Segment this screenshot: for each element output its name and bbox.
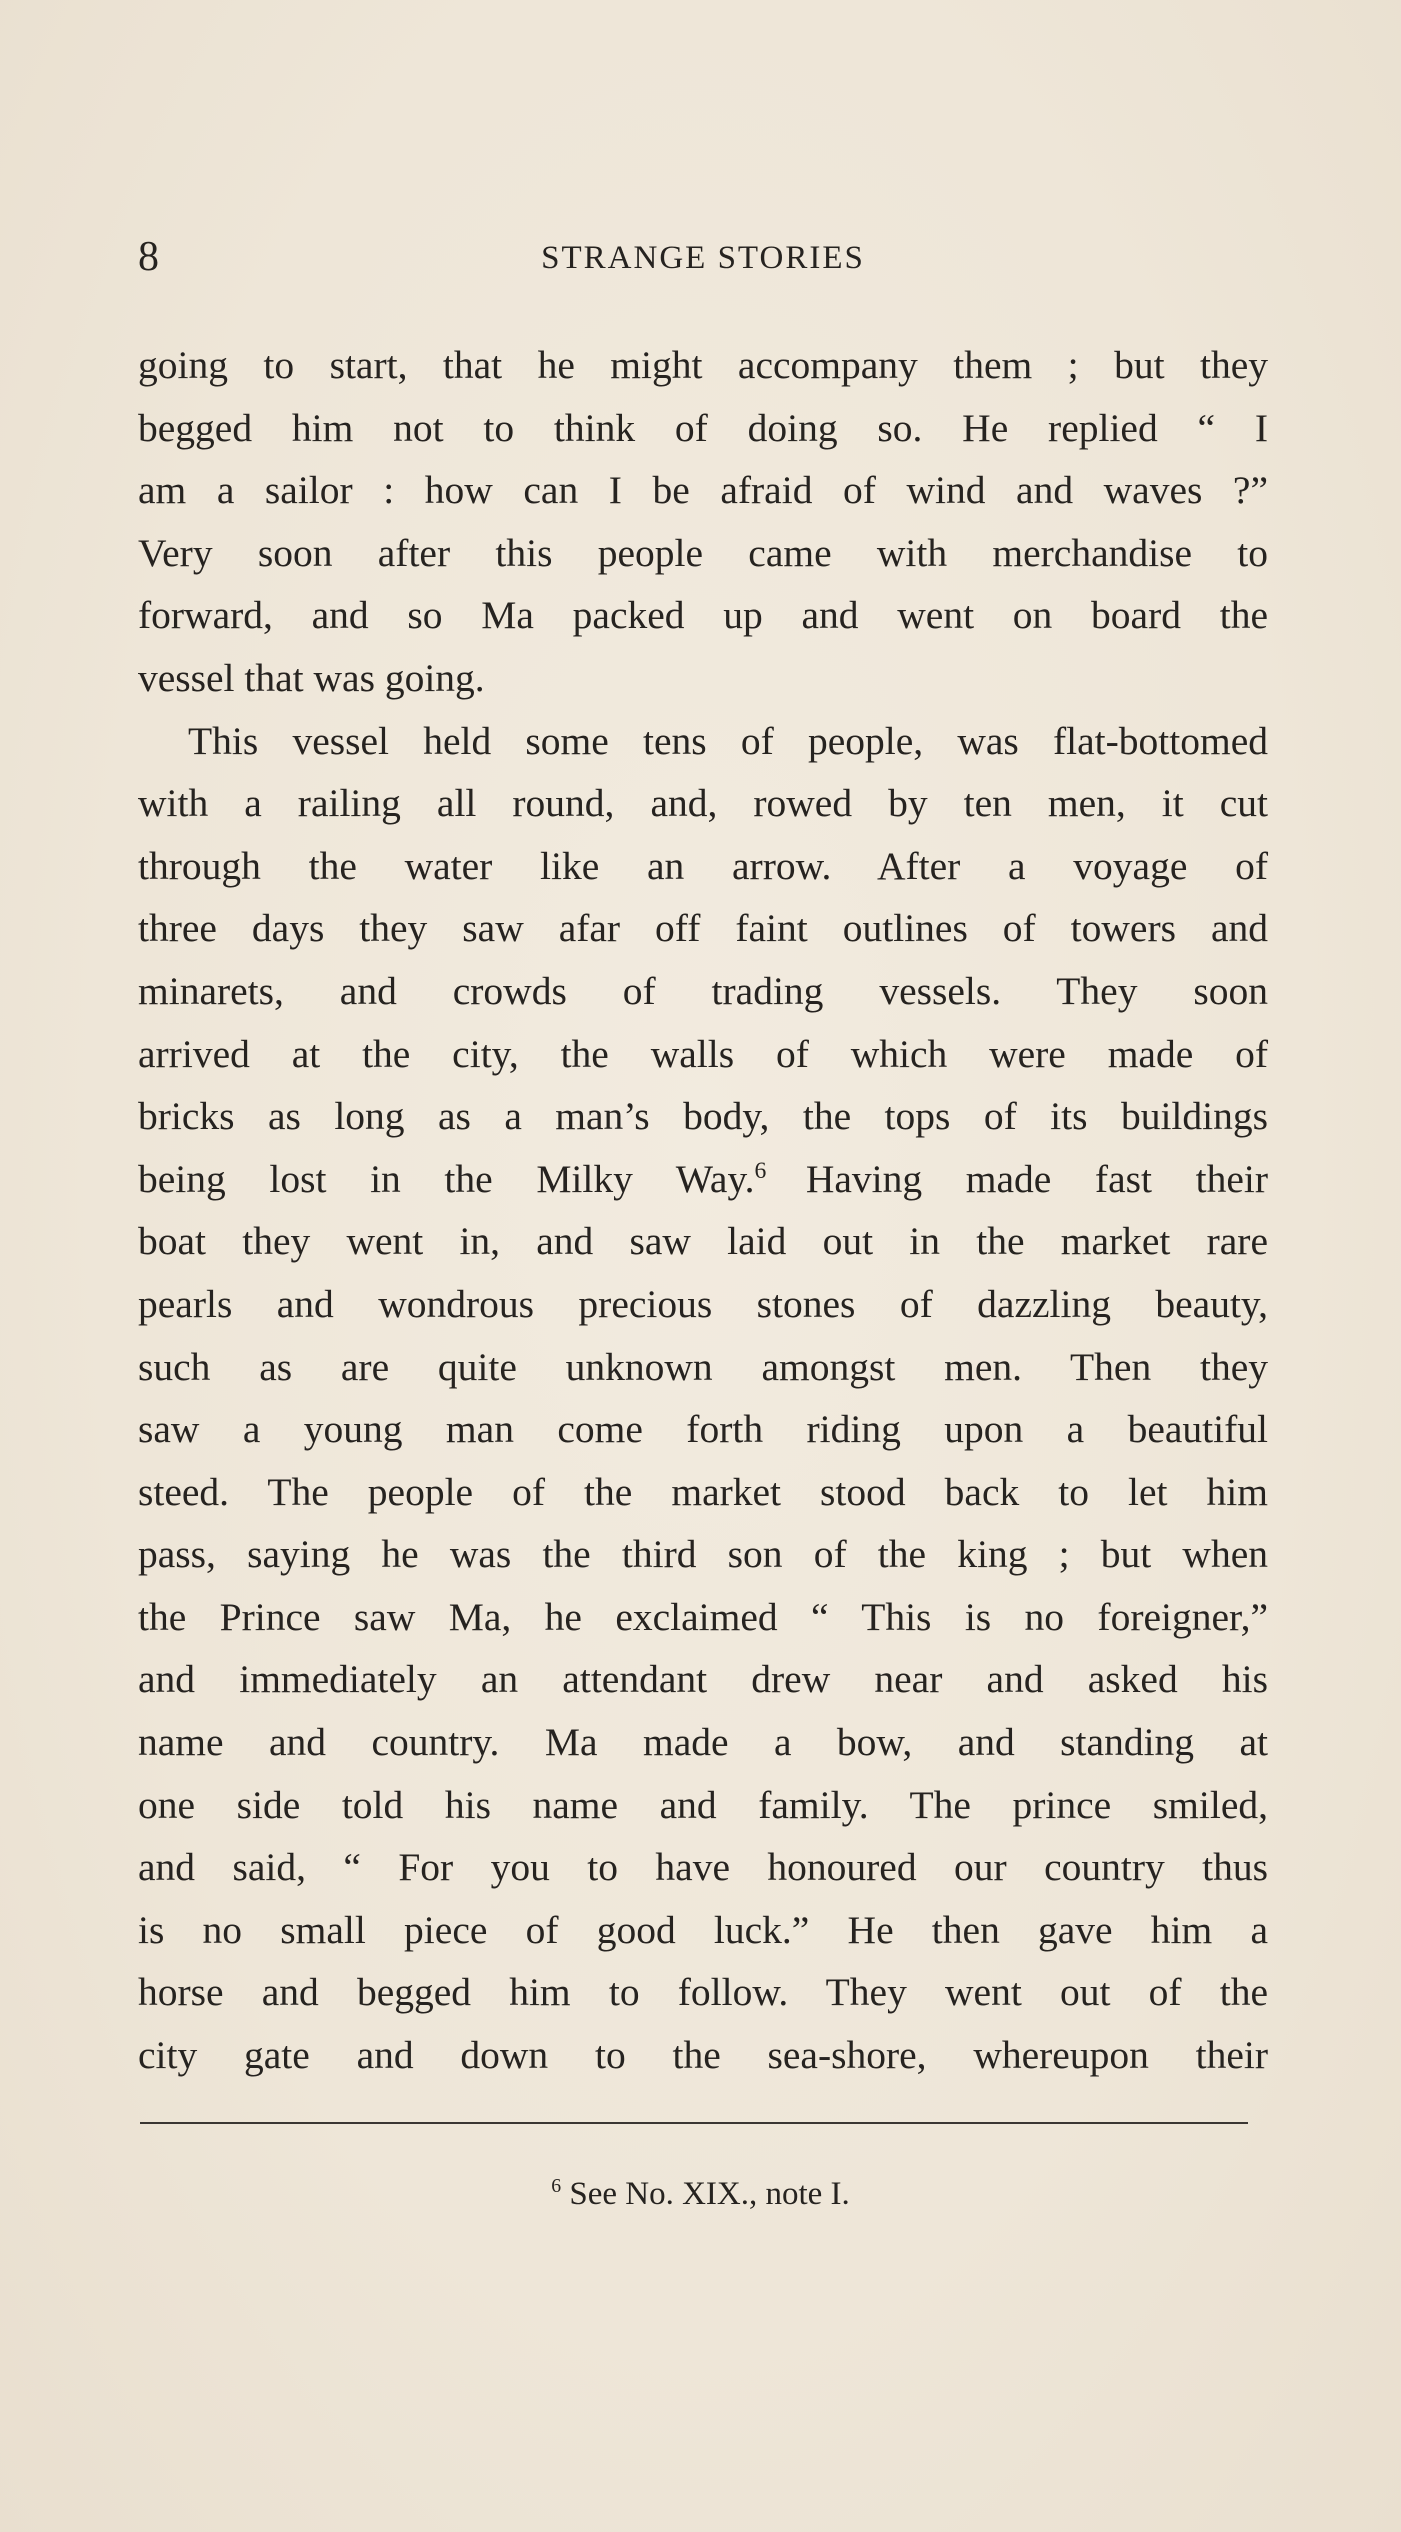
text-line: going to start, that he might accompany them ; but they bbox=[138, 343, 1268, 387]
text-line: city gate and down to the sea-shore, whereupon their bbox=[138, 2033, 1268, 2078]
body-text bbox=[138, 334, 1268, 2087]
text-line: minarets, and crowds of trading vessels. They soon bbox=[138, 968, 1268, 1013]
footnote bbox=[0, 2172, 1401, 2216]
text-line: boat they went in, and saw laid out in the market rare bbox=[138, 1219, 1268, 1264]
text-line: such as are quite unknown amongst men. Then they bbox=[138, 1344, 1268, 1389]
text-line: horse and begged him to follow. They went out of the bbox=[138, 1970, 1268, 2015]
text-line: one side told his name and family. The prince smiled, bbox=[138, 1782, 1268, 1827]
page-number: 8 bbox=[138, 234, 159, 280]
text-line: steed. The people of the market stood back to let him bbox=[138, 1469, 1268, 1514]
text-line-with-note bbox=[138, 1148, 1268, 1211]
text-line: am a sailor : how can I be afraid of wind and waves ?” bbox=[138, 468, 1268, 513]
footnote-reference: 6 bbox=[754, 1157, 767, 1184]
text-line: bricks as long as a man’s body, the tops of its buildings bbox=[138, 1094, 1268, 1139]
text-line: vessel that was going. bbox=[138, 655, 485, 700]
text-line: Very soon after this people came with merchandise to bbox=[138, 530, 1268, 575]
text-line: This vessel held some tens of people, was flat-bottomed bbox=[188, 718, 1268, 763]
text-fragment: Having made fast their bbox=[805, 1156, 1268, 1201]
page-header bbox=[138, 232, 1268, 292]
text-line: arrived at the city, the walls of which were made of bbox=[138, 1031, 1268, 1076]
text-line: forward, and so Ma packed up and went on board the bbox=[138, 593, 1268, 638]
text-line: and immediately an attendant drew near and asked his bbox=[138, 1657, 1268, 1702]
text-line: with a railing all round, and, rowed by ten men, it cut bbox=[138, 781, 1268, 826]
text-line: begged him not to think of doing so. He replied “ I bbox=[138, 405, 1268, 450]
text-line: name and country. Ma made a bow, and standing at bbox=[138, 1720, 1268, 1765]
text-fragment: being lost in the Milky Way. bbox=[138, 1156, 755, 1201]
text-line: through the water like an arrow. After a voyage of bbox=[138, 843, 1268, 888]
text-line: saw a young man come forth riding upon a beautiful bbox=[138, 1407, 1268, 1452]
text-line: is no small piece of good luck.” He then gave him a bbox=[138, 1907, 1268, 1952]
text-line: pearls and wondrous precious stones of dazzling beauty, bbox=[138, 1281, 1268, 1326]
running-head: STRANGE STORIES bbox=[541, 240, 865, 276]
text-line: three days they saw afar off faint outlines of towers and bbox=[138, 906, 1268, 951]
text-line: and said, “ For you to have honoured our country thus bbox=[138, 1845, 1268, 1890]
text-line: the Prince saw Ma, he exclaimed “ This is no foreigner,” bbox=[138, 1594, 1268, 1639]
footnote-marker: 6 bbox=[551, 2175, 562, 2197]
footnote-text: See No. XIX., note I. bbox=[561, 2176, 850, 2212]
text-line: pass, saying he was the third son of the king ; but when bbox=[138, 1532, 1268, 1577]
footnote-divider bbox=[140, 2122, 1248, 2124]
